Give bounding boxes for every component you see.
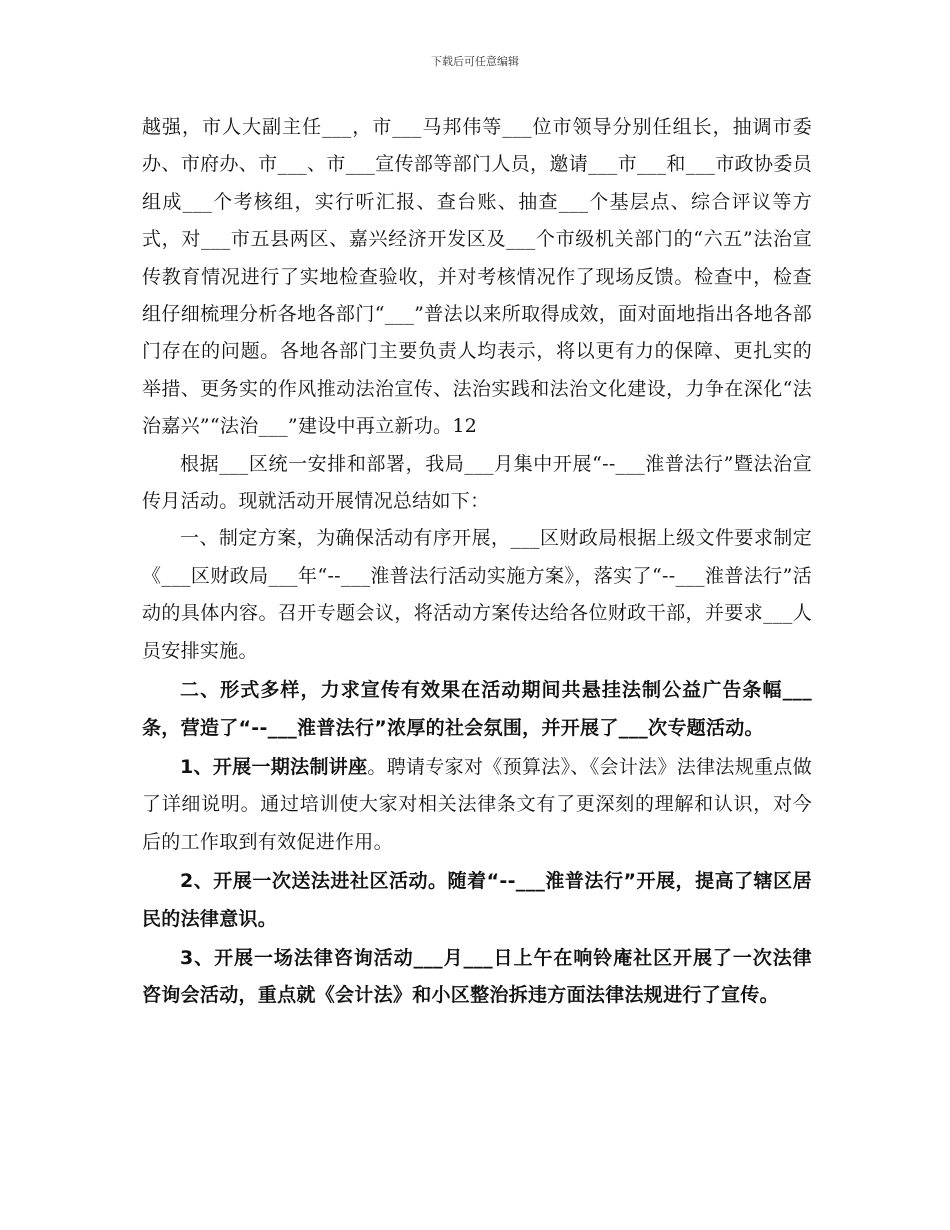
- paragraph-section-two: 二、形式多样，力求宣传有效果在活动期间共悬挂法制公益广告条幅___条，营造了“--___淮普法行”浓厚的社会氛围，并开展了___次专题活动。: [142, 679, 812, 739]
- paragraph-section-one: 一、制定方案，为确保活动有序开展，___区财政局根据上级文件要求制定《___区财政局___年“--___淮普法行活动实施方案》，落实了“--___淮普法行”活动的具体内容。召开专题会议，将活动方案传达给各位财政干部，并要求___人员安排实施。: [142, 527, 812, 662]
- paragraph-item-lecture: [142, 749, 812, 861]
- paragraph-item-community: 2、开展一次送法进社区活动。随着“--___淮普法行”开展，提高了辖区居民的法律意识。: [142, 870, 812, 930]
- item-lecture-heading: 1、开展一期法制讲座: [180, 755, 368, 778]
- item-lecture-body: 。聘请专家对《预算法》、《会计法》法律法规重点做了详细说明。通过培训使大家对相关法律条文有了更深刻的理解和认识，对今后的工作取到有效促进作用。: [142, 755, 812, 853]
- document-body: [142, 109, 812, 1015]
- paragraph-inspection-summary: 越强，市人大副主任___，市___马邦伟等___位市领导分别任组长，抽调市委办、市府办、市___、市___宣传部等部门人员，邀请___市___和___市政协委员组成___个考核组，实行听汇报、查台账、抽查___个基层点、综合评议等方式，对___市五县两区、嘉兴经济开发区及___个市级机关部门的“六五”法治宣传教育情况进行了实地检查验收，并对考核情况作了现场反馈。检查中，检查组仔细梳理分析各地各部门“___”普法以来所取得成效，面对面地指出各地各部门存在的问题。各地各部门主要负责人均表示，将以更有力的保障、更扎实的举措、更务实的作风推动法治宣传、法治实践和法治文化建设，力争在深化“法治嘉兴”“法治___”建设中再立新功。12: [142, 116, 812, 438]
- paragraph-intro: 根据___区统一安排和部署，我局___月集中开展“--___淮普法行”暨法治宣传月活动。现就活动开展情况总结如下：: [142, 452, 812, 513]
- paragraph-item-consultation: 3、开展一场法律咨询活动___月___日上午在响铃庵社区开展了一次法律咨询会活动，重点就《会计法》和小区整治拆违方面法律法规进行了宣传。: [142, 946, 812, 1007]
- page-header: 下载后可任意编辑: [431, 55, 519, 68]
